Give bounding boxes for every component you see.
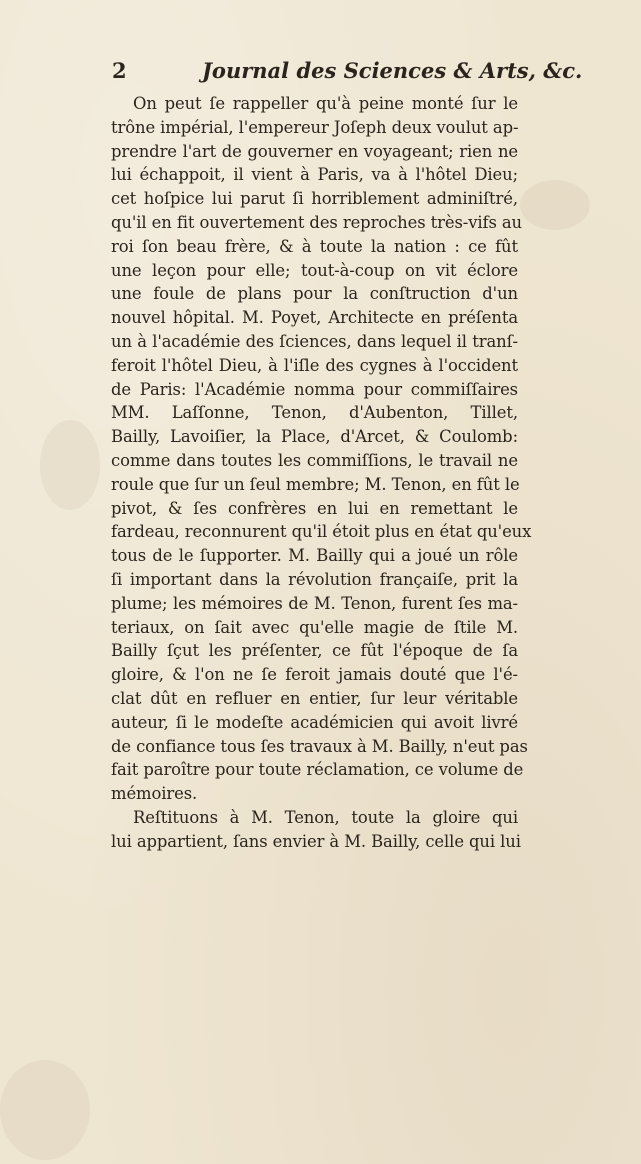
text-line: tous de le ſupporter. M. Bailly qui a joué un rôle	[111, 546, 518, 566]
text-line: roi ſon beau frère, & à toute la nation : ce fût	[111, 236, 518, 256]
text-line: Bailly, Lavoiſier, la Place, d'Arcet, & Coulomb:	[111, 427, 518, 447]
body-text	[111, 92, 532, 854]
text-line: prendre l'art de gouverner en voyageant; rien ne	[111, 141, 518, 161]
text-line: une foule de plans pour la conſtruction d'un	[111, 284, 518, 304]
text-line: de confiance tous ſes travaux à M. Bailly, n'eut pas	[111, 736, 528, 756]
text-line: un à l'académie des ſciences, dans lequel il tranſ-	[111, 331, 518, 351]
text-line: plume; les mémoires de M. Tenon, furent ſes ma-	[111, 593, 518, 613]
text-line: roule que ſur un ſeul membre; M. Tenon, en fût le	[111, 474, 520, 494]
paper-stain	[0, 1060, 90, 1160]
text-line: une leçon pour elle; tout-à-coup on vit éclore	[111, 260, 518, 280]
text-line: gloire, & l'on ne ſe feroit jamais douté que l'é-	[111, 665, 518, 685]
page-number: 2	[112, 58, 127, 83]
paragraph-2	[111, 806, 521, 854]
text-line: cet hoſpice lui parut ſi horriblement adminiſtré,	[111, 189, 518, 209]
text-line: qu'il en fit ouvertement des reproches très-vifs au	[111, 212, 523, 232]
text-line: fait paroître pour toute réclamation, ce volume de	[111, 760, 524, 780]
paper-stain	[40, 420, 100, 510]
text-line: trône impérial, l'empereur Joſeph deux voulut ap-	[111, 117, 519, 137]
text-line: Bailly ſçut les préſenter, ce fût l'époque de ſa	[111, 641, 518, 661]
text-line: de Paris: l'Académie nomma pour commiſſaires	[111, 379, 518, 399]
text-line: feroit l'hôtel Dieu, à l'iſle des cygnes à l'occident	[111, 355, 518, 375]
text-line: nouvel hôpital. M. Poyet, Architecte en préſenta	[111, 308, 518, 328]
text-line: mémoires.	[111, 784, 198, 804]
paragraph-1	[111, 92, 532, 806]
text-line: ſi important dans la révolution françaiſe, prit la	[111, 569, 518, 589]
paper-stain	[520, 180, 590, 230]
text-line: fardeau, reconnurent qu'il étoit plus en état qu'eux	[111, 522, 532, 542]
text-line: comme dans toutes les commiſſions, le travail ne	[111, 450, 518, 470]
running-header	[112, 56, 583, 86]
text-line: lui appartient, ſans envier à M. Bailly, celle qui lui	[111, 831, 521, 851]
text-line: Reſtituons à M. Tenon, toute la gloire qui	[133, 807, 518, 827]
text-line: pivot, & ſes confrères en lui en remettant le	[111, 498, 518, 518]
text-line: MM. Laſſonne, Tenon, d'Aubenton, Tillet,	[111, 403, 518, 423]
text-line: lui échappoit, il vient à Paris, va à l'hôtel Dieu;	[111, 165, 518, 185]
text-line: auteur, ſi le modeſte académicien qui avoit livré	[111, 712, 518, 732]
running-title: Journal des Sciences & Arts, &c.	[202, 58, 583, 83]
text-line: On peut ſe rappeller qu'à peine monté ſur le	[133, 94, 518, 113]
text-line: teriaux, on ſait avec qu'elle magie de ſtile M.	[111, 617, 518, 637]
text-line: clat dût en refluer en entier, ſur leur véritable	[111, 688, 518, 708]
